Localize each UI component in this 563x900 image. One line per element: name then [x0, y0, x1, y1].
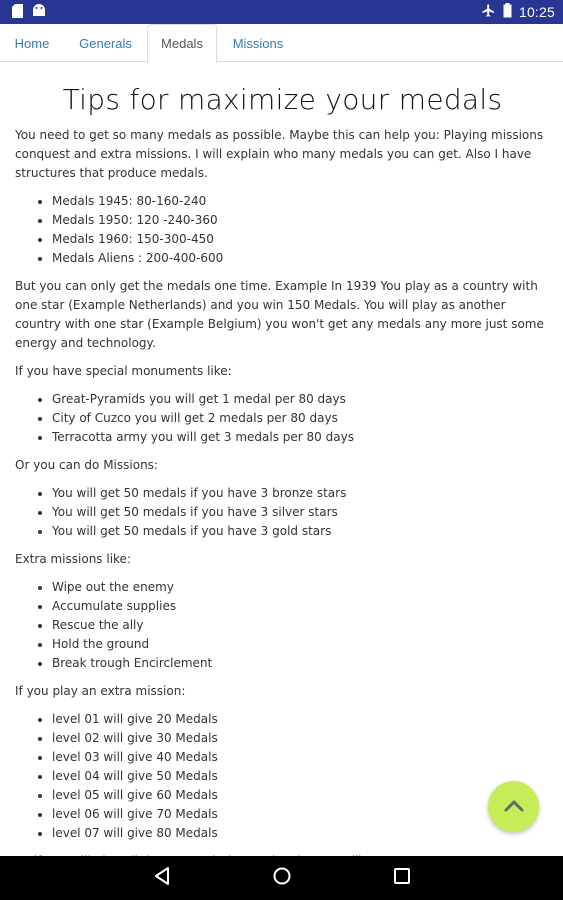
list-item: • Hold the ground	[52, 635, 550, 654]
one-time-paragraph: But you can only get the medals one time. Example In 1939 You play as a country with one star (Example Netherlands) and you win 150 Medals. You will play as another country with one star (Example Belgium) you won't get any medals any more just some energy and technology.	[15, 279, 544, 350]
monuments-list	[15, 390, 550, 447]
tab-home[interactable]: Home	[14, 35, 50, 51]
list-item: • level 06 will give 70 Medals	[52, 805, 550, 824]
list-item: • level 03 will give 40 Medals	[52, 748, 550, 767]
missions-list	[15, 484, 550, 541]
recents-button[interactable]	[391, 867, 413, 889]
list-item: • You will get 50 medals if you have 3 silver stars	[52, 503, 550, 522]
extra-missions-list	[15, 578, 550, 673]
chevron-up-icon	[504, 797, 524, 816]
list-item: • Break trough Encirclement	[52, 654, 550, 673]
clock-time: 10:25	[518, 4, 555, 20]
medal-ranges-list	[15, 192, 550, 268]
list-item: • Medals Aliens : 200-400-600	[52, 249, 550, 268]
tab-medals[interactable]: Medals	[147, 24, 217, 63]
home-button[interactable]	[271, 867, 293, 889]
list-item: • Great-Pyramids you will get 1 medal per 80 days	[52, 390, 550, 409]
android-icon	[32, 4, 46, 20]
tab-missions[interactable]: Missions	[232, 35, 284, 51]
levels-intro: If you play an extra mission:	[15, 684, 186, 698]
airplane-mode-icon	[481, 3, 496, 21]
scroll-to-top-button[interactable]	[488, 781, 539, 832]
status-bar	[0, 0, 563, 24]
back-icon	[153, 866, 171, 890]
list-item: • You will get 50 medals if you have 3 gold stars	[52, 522, 550, 541]
list-item: • level 02 will give 30 Medals	[52, 729, 550, 748]
monuments-intro: If you have special monuments like:	[15, 364, 232, 378]
tab-generals[interactable]: Generals	[79, 35, 132, 51]
intro-paragraph: You need to get so many medals as possible. Maybe this can help you: Playing missions conquest and extra missions. I will explain who many medals you can get. Also I have structures that produce medals.	[15, 128, 544, 180]
recents-icon	[393, 867, 411, 889]
battery-icon	[503, 3, 512, 21]
list-item: • level 07 will give 80 Medals	[52, 824, 550, 843]
page-title: Tips for maximize your medals	[62, 83, 503, 116]
levels-list	[15, 710, 550, 843]
list-item: • level 01 will give 20 Medals	[52, 710, 550, 729]
list-item: • level 04 will give 50 Medals	[52, 767, 550, 786]
list-item: • Wipe out the enemy	[52, 578, 550, 597]
list-item: • City of Cuzco you will get 2 medals per 80 days	[52, 409, 550, 428]
home-icon	[272, 866, 292, 890]
list-item: • Medals 1950: 120 -240-360	[52, 211, 550, 230]
tab-bar	[0, 24, 563, 62]
list-item: • You will get 50 medals if you have 3 bronze stars	[52, 484, 550, 503]
back-button[interactable]	[151, 867, 173, 889]
system-nav-bar	[0, 856, 563, 900]
list-item: • Medals 1945: 80-160-240	[52, 192, 550, 211]
missions-intro: Or you can do Missions:	[15, 458, 158, 472]
extra-missions-intro: Extra missions like:	[15, 552, 131, 566]
list-item: • level 05 will give 60 Medals	[52, 786, 550, 805]
sim-card-icon	[12, 4, 23, 21]
list-item: • Accumulate supplies	[52, 597, 550, 616]
article-content	[15, 62, 550, 899]
list-item: • Terracotta army you will get 3 medals per 80 days	[52, 428, 550, 447]
list-item: • Rescue the ally	[52, 616, 550, 635]
list-item: • Medals 1960: 150-300-450	[52, 230, 550, 249]
